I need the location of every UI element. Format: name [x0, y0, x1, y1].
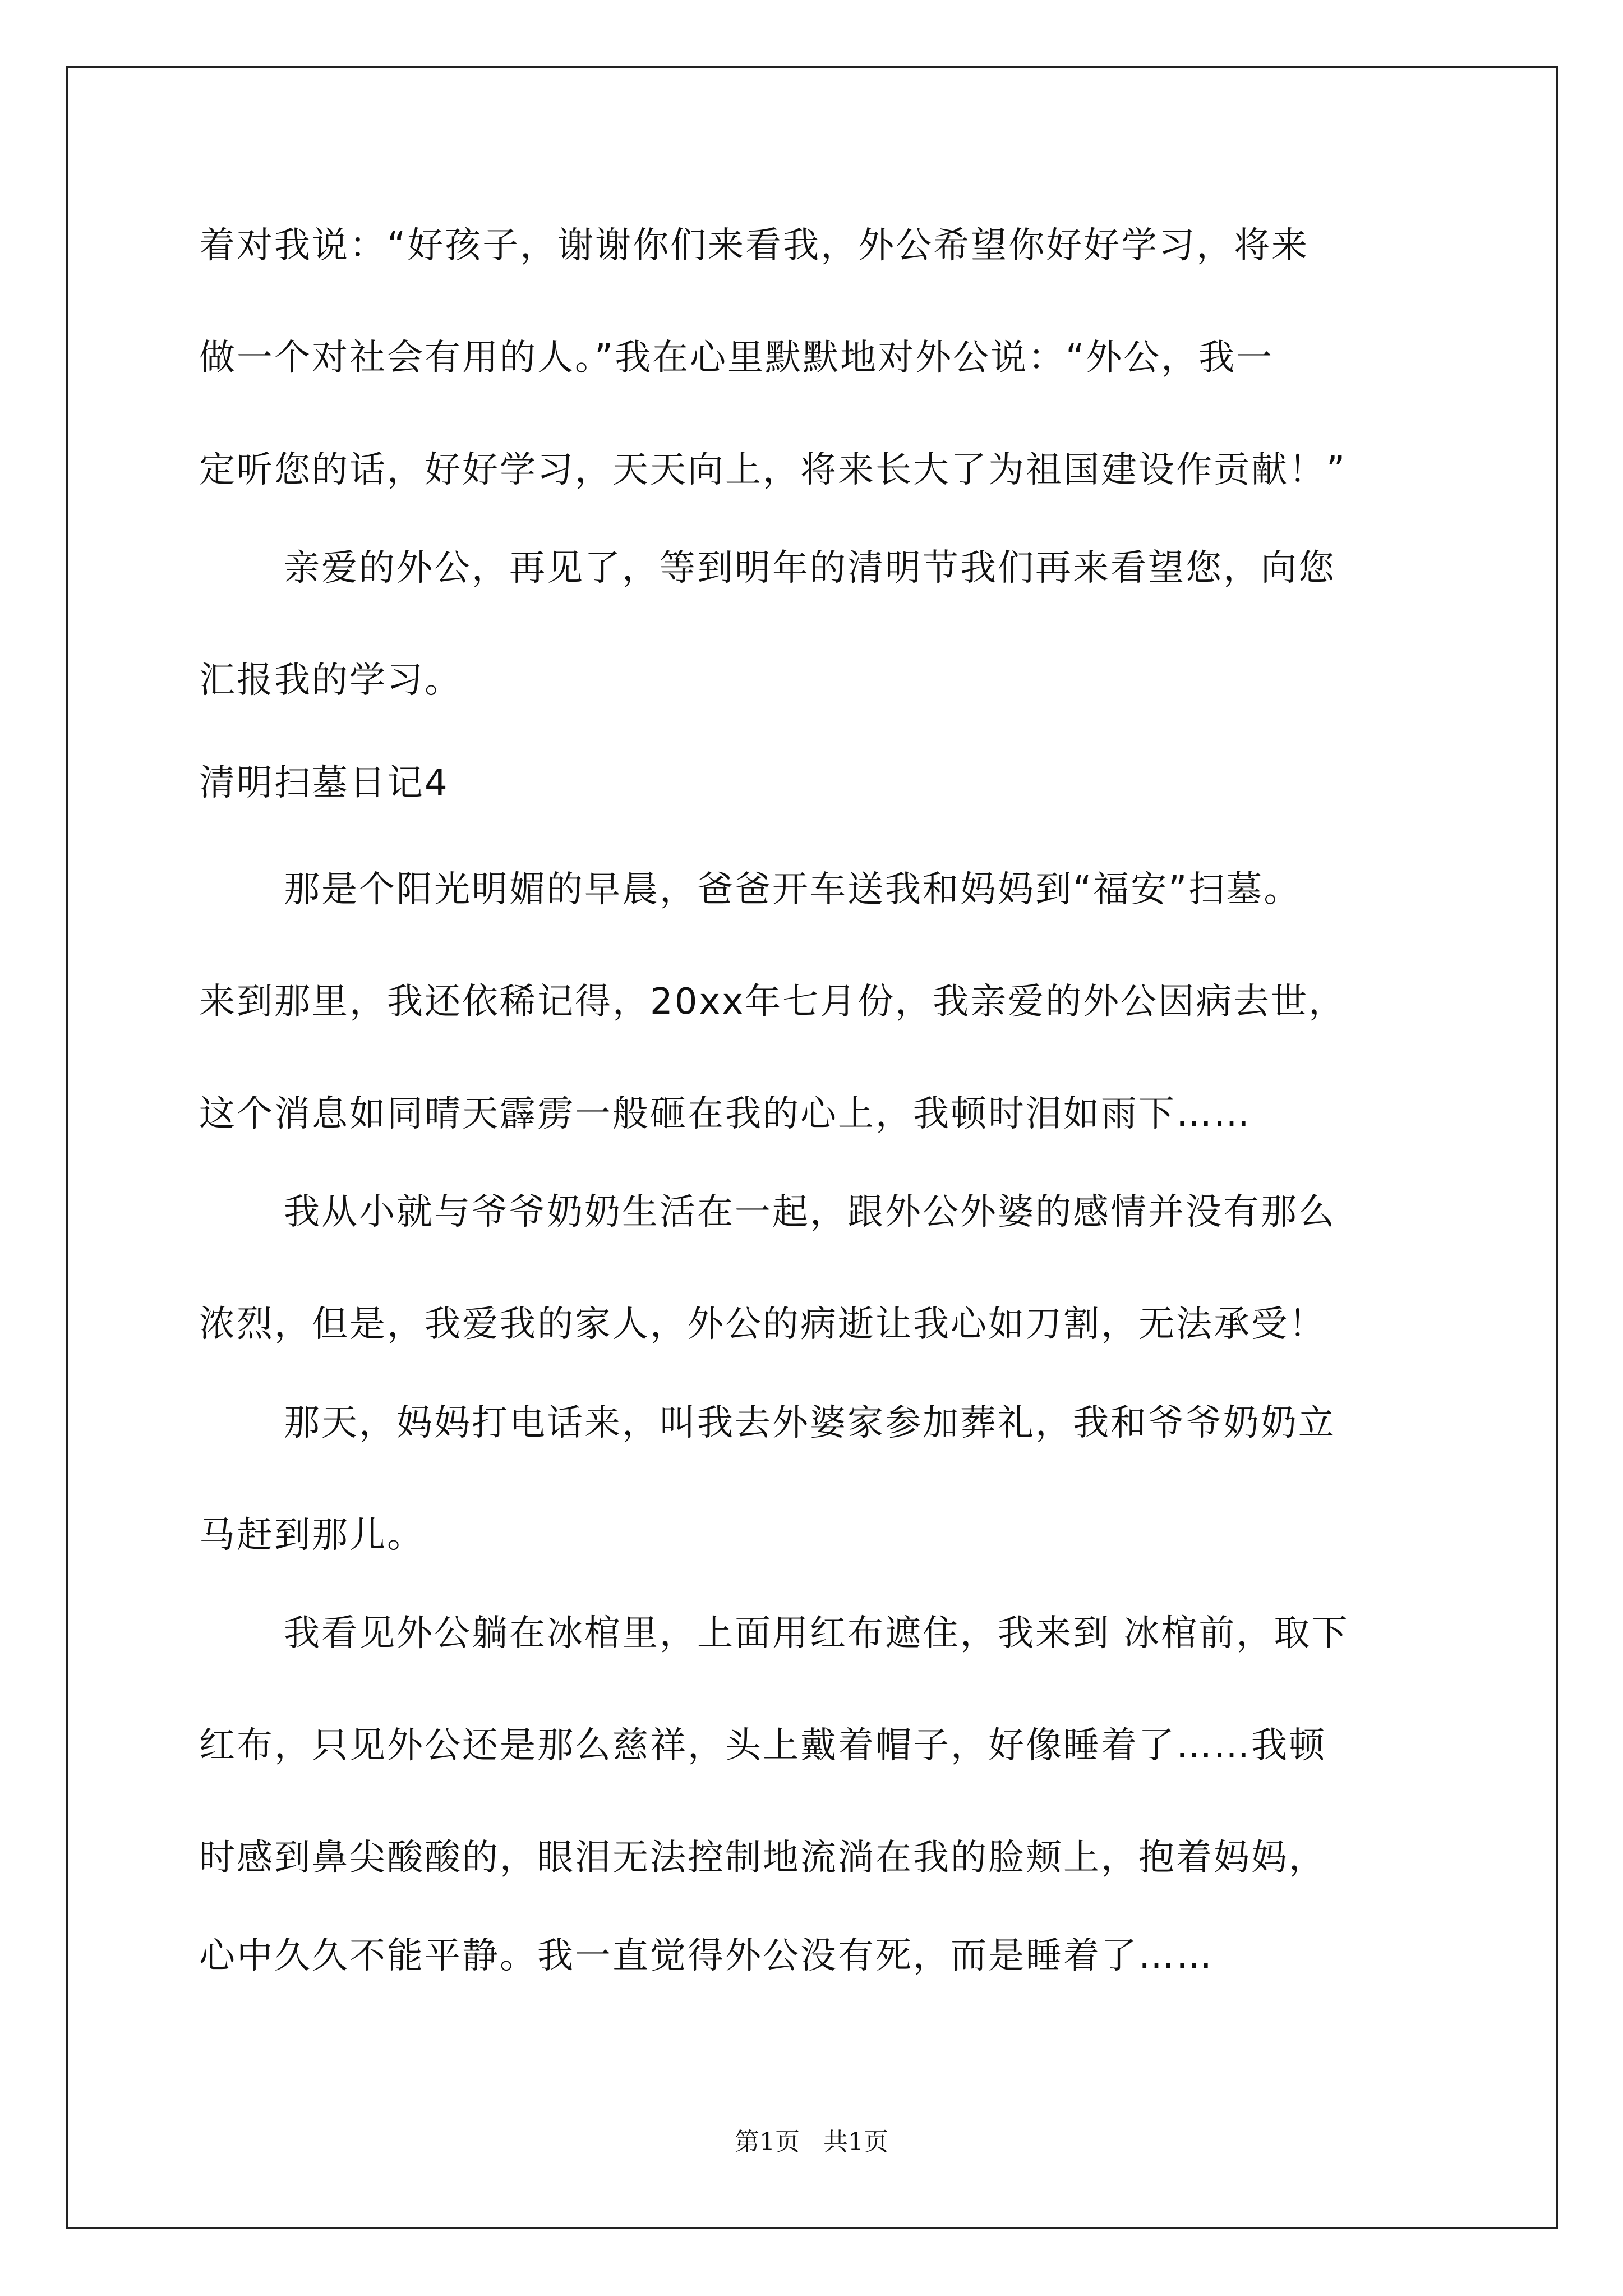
text-line: 来到那里，我还依稀记得，20xx年七月份，我亲爱的外公因病去世， — [199, 981, 1347, 1023]
text-line: 那是个阳光明媚的早晨，爸爸开车送我和妈妈到“福安”扫墓。 — [284, 869, 1302, 910]
text-line: 我看见外公躺在冰棺里，上面用红布遮住，我来到 冰棺前，取下 — [284, 1613, 1349, 1654]
text-line: 时感到鼻尖酸酸的，眼泪无法控制地流淌在我的脸颊上，抱着妈妈， — [199, 1837, 1326, 1879]
page-border — [66, 66, 1558, 2229]
text-line: 汇报我的学习。 — [199, 660, 462, 701]
text-line: 做一个对社会有用的人。”我在心里默默地对外公说：“外公，我一 — [199, 337, 1274, 379]
text-line: 心中久久不能平静。我一直觉得外公没有死，而是睡着了…… — [199, 1935, 1214, 1977]
text-line: 亲爱的外公，再见了，等到明年的清明节我们再来看望您，向您 — [284, 547, 1336, 589]
text-line: 这个消息如同晴天霹雳一般砸在我的心上，我顿时泪如雨下…… — [199, 1093, 1251, 1135]
section-heading: 清明扫墓日记4 — [199, 762, 449, 804]
text-line: 浓烈，但是，我爱我的家人，外公的病逝让我心如刀割，无法承受！ — [199, 1304, 1326, 1345]
text-line: 着对我说：“好孩子，谢谢你们来看我，外公希望你好好学习，将来 — [199, 225, 1310, 266]
text-line: 那天，妈妈打电话来，叫我去外婆家参加葬礼，我和爷爷奶奶立 — [284, 1402, 1336, 1444]
text-line: 红布，只见外公还是那么慈祥，头上戴着帽子，好像睡着了……我顿 — [199, 1725, 1326, 1766]
text-line: 马赶到那儿。 — [199, 1515, 425, 1556]
page-footer: 第1页 共1页 — [735, 2128, 888, 2156]
text-line: 定听您的话，好好学习，天天向上，将来长大了为祖国建设作贡献！” — [199, 449, 1347, 491]
text-line: 我从小就与爷爷奶奶生活在一起，跟外公外婆的感情并没有那么 — [284, 1191, 1336, 1233]
